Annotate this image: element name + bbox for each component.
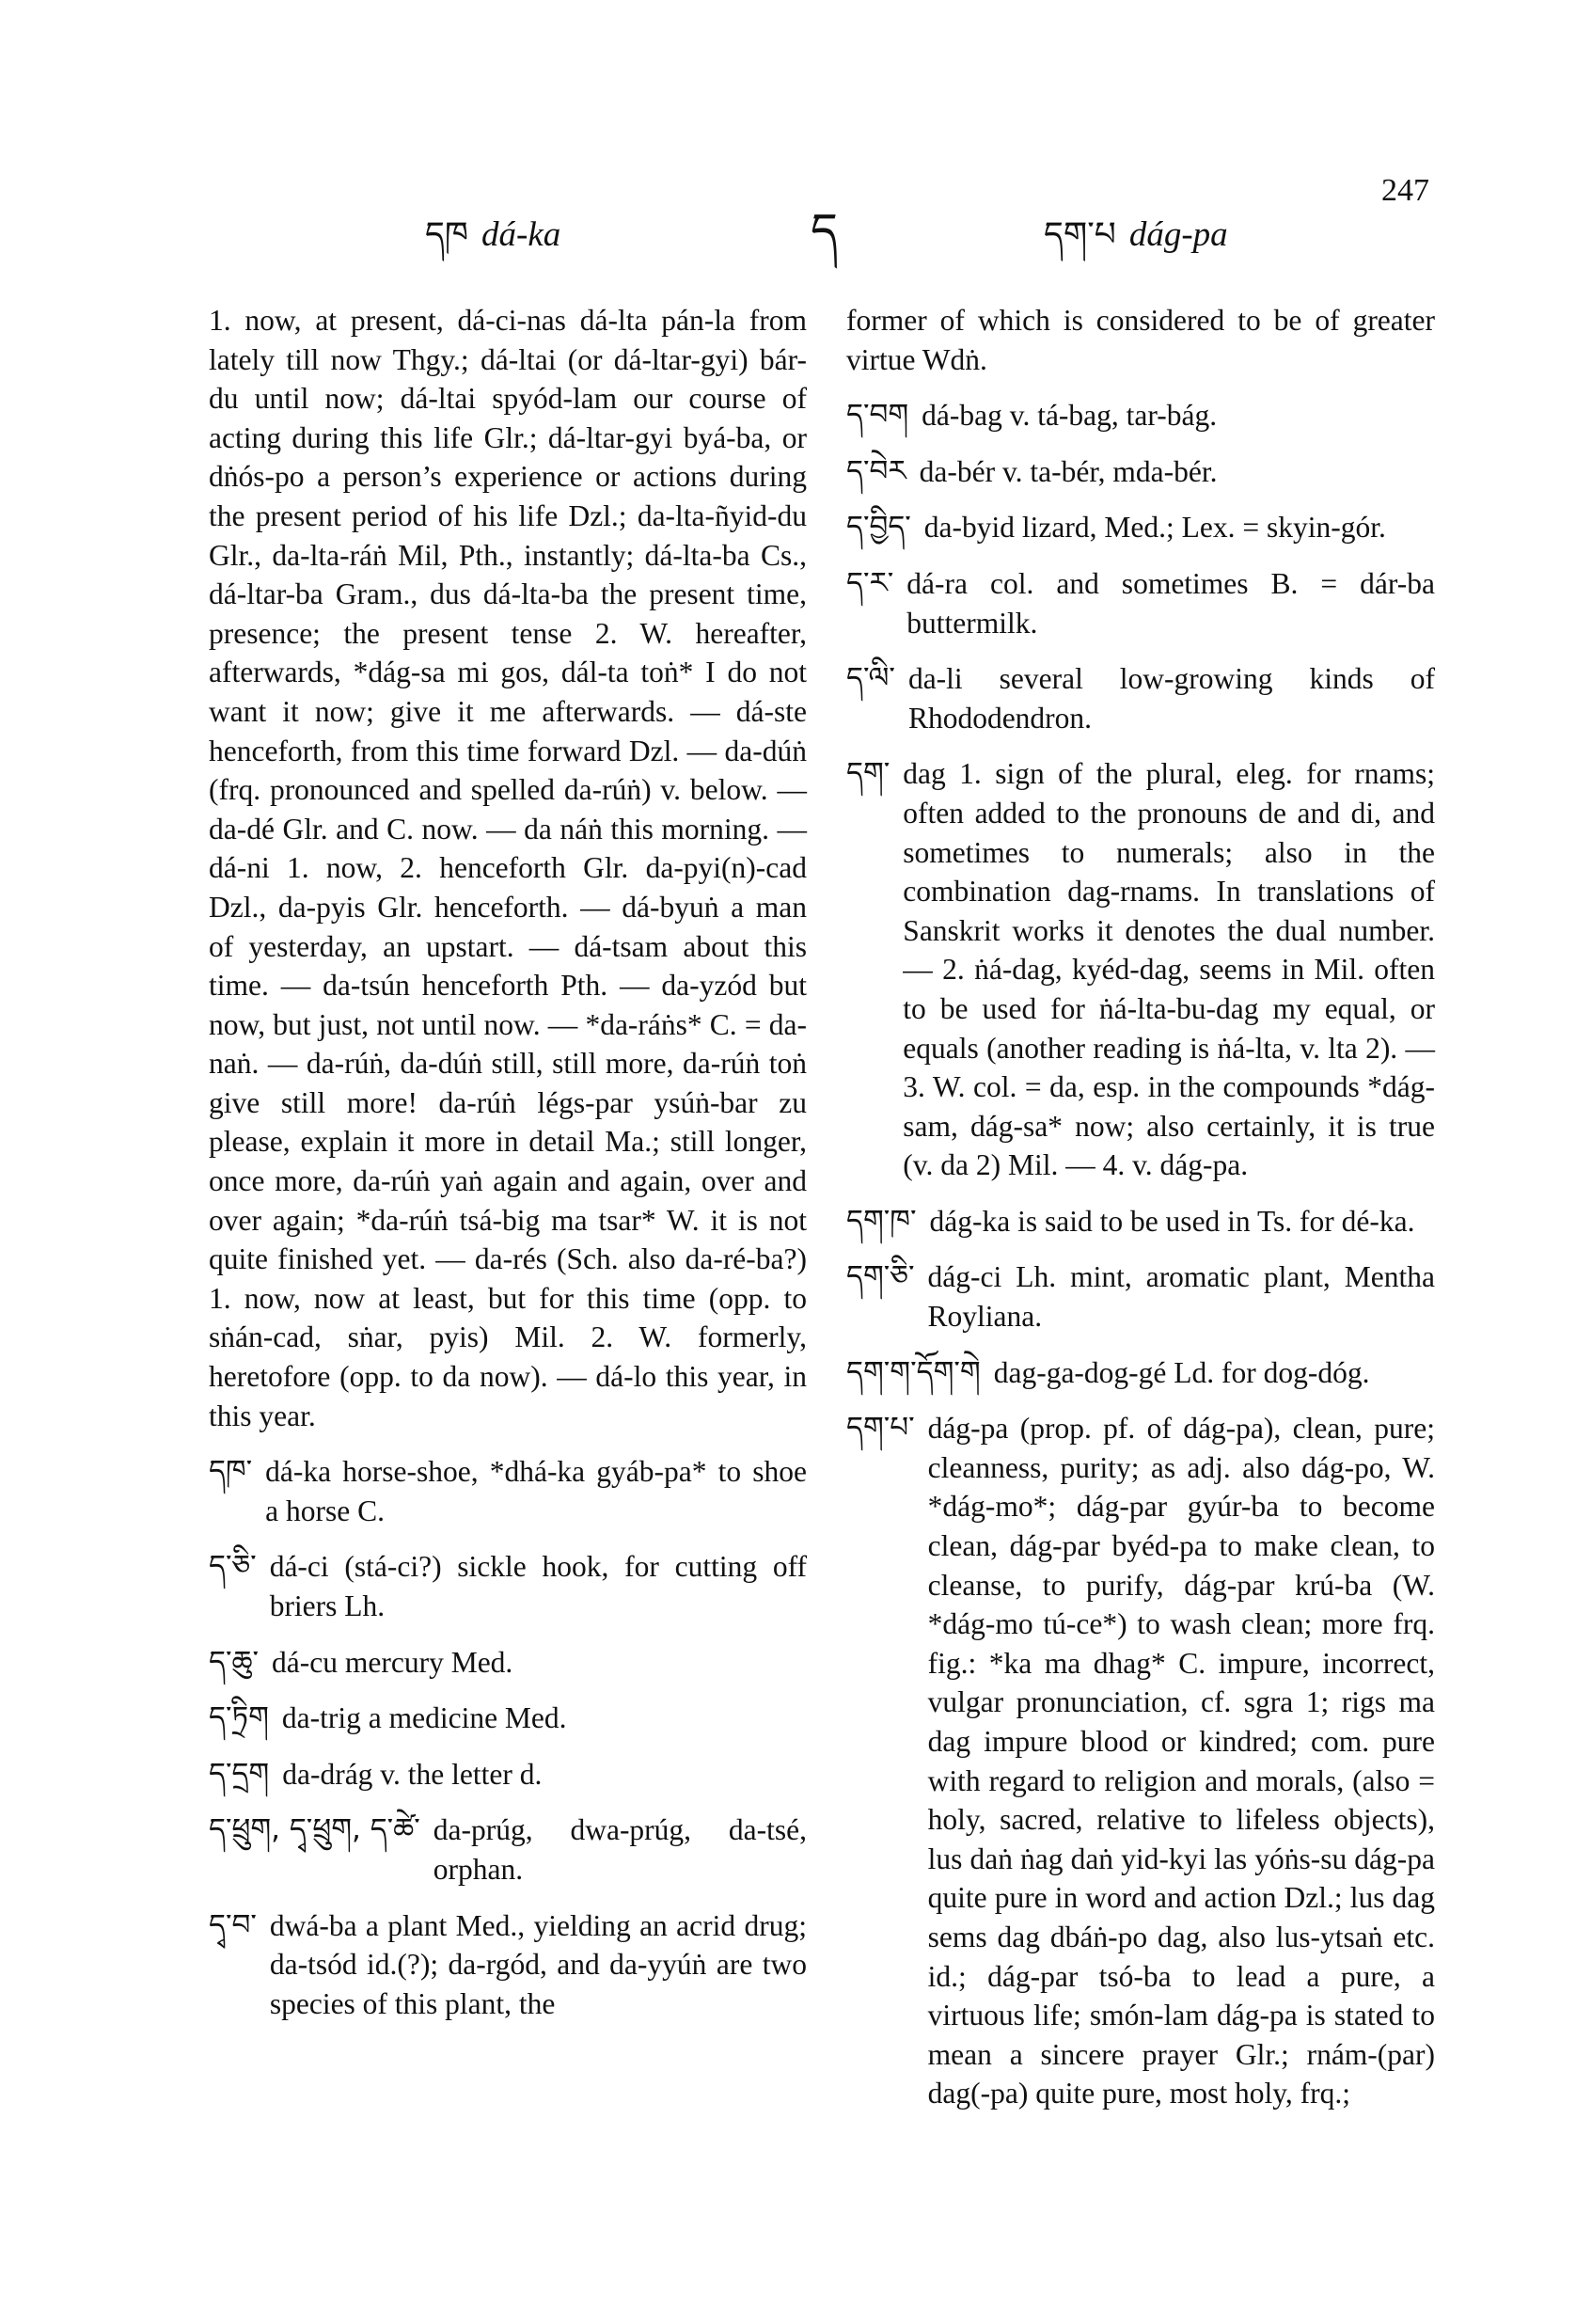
- entry-da-continuation: 1. now, at present, dá-ci-nas dá-lta pán-la from lately till now Thgy.; dá-ltai (or dá-ltar-gyi) bár-du until now; dá-ltai spyód-lam our course of acting during this life Glr.; dá-ltar-gyi byá-ba, or dṅós-po a person’s experience or actions during the present period of his life Dzl.; da-lta-ñyid-du Glr., da-lta-ráṅ Mil, Pth., instantly; dá-lta-ba Cs., dá-ltar-ba Gram., dus dá-lta-ba the present time, presence; the present tense 2. W. hereafter, afterwards, *dág-sa mi gos, dál-ta toṅ* I do not want it now; give it me afterwards. — dá-ste henceforth, from this time forward Dzl. — da-dúṅ (frq. pronounced and spelled da-rúṅ) v. below. — da-dé Glr. and C. now. — da náṅ this morning. — dá-ni 1. now, 2. henceforth Glr. da-pyi(n)-cad Dzl., da-pyis Glr. henceforth. — dá-byuṅ a man of yesterday, an upstart. — dá-tsam about this time. — da-tsún henceforth Pth. — da-yzód but now, but just, not until now. — *da-ráṅs* C. = da-naṅ. — da-rúṅ, da-dúṅ still, still more, da-rúṅ toṅ give still more! da-rúṅ légs-par ysúṅ-bar zu please, explain it more in detail Ma.; still longer, once more, da-rúṅ yaṅ again and again, over and over again; *da-rúṅ tsá-big ma tsar* W. it is not quite finished yet. — da-rés (Sch. also da-ré-ba?) 1. now, now at least, but for this time (opp. to sṅán-cad, sṅar, pyis) Mil. 2. W. formerly, heretofore (opp. to da now). — dá-lo this year, in this year.: [209, 304, 807, 1432]
- entry-text: dá-ka horse-shoe, *dhá-ka gyáb-pa* to shoe a horse C.: [265, 1455, 807, 1527]
- entry: [209, 1810, 807, 1889]
- entry: [209, 1906, 807, 2024]
- entry: [846, 1353, 1435, 1393]
- entry-text: dág-pa (prop. pf. of dág-pa), clean, pure; cleanness, purity; as adj. also dág-po, W. *dág-mo*; dág-par gyúr-ba to become clean, dág-par byéd-pa to make clean, to cleanse, to purify, dág-par krú-ba (W. *dág-mo tú-ce*) to wash clean; more frq. fig.: *ka ma dhag* C. impure, incorrect, vulgar pronunciation, cf. sgra 1; rigs ma dag impure blood or kindred; com. pure with regard to religion and morals, (also = holy, sacred, relative to lifeless objects), lus daṅ ṅag daṅ yid-kyi las yóṅs-su dág-pa quite pure in word and action Dzl.; lus dag sems dag dbáṅ-po dag, also lus-ytsaṅ etc. id.; dág-par tsó-ba to lead a pure, a virtuous life; smón-lam dág-pa is stated to mean a sincere prayer Glr.; rnám-(par) dag(-pa) quite pure, most holy, frq.;: [927, 1412, 1435, 2111]
- headword-tibetan: དྭ་བ་: [209, 1907, 257, 1942]
- entry-text: dag 1. sign of the plural, eleg. for rnams; often added to the pronouns de and di, and sometimes to numerals; also in the combination dag-rnams. In translations of Sanskrit works it denotes the dual number. — 2. ṅá-dag, kyéd-dag, seems in Mil. often to be used for ṅá-lta-bu-dag my equal, or equals (another reading is ṅá-lta, v. lta 2). — 3. W. col. = da, esp. in the compounds *dág-sam, dág-sa* now; also certainly, it is true (v. da 2) Mil. — 4. v. dág-pa.: [903, 757, 1435, 1182]
- left-column: [209, 301, 807, 2023]
- running-head-left: [425, 196, 560, 292]
- entry: [846, 396, 1435, 435]
- headword-tibetan: ད་ཅི་: [209, 1549, 257, 1584]
- entry: [209, 1547, 807, 1625]
- entry: [846, 754, 1435, 1185]
- headword-tibetan: ད་ཏྲིག: [209, 1700, 269, 1735]
- entry-text: da-trig a medicine Med.: [281, 1701, 567, 1735]
- entry-text: da-bér v. ta-bér, mda-bér.: [919, 454, 1218, 488]
- entry: [846, 508, 1435, 547]
- right-column: [846, 301, 1435, 2113]
- headword-tibetan: ད་བེར: [846, 453, 906, 488]
- entry: [209, 1699, 807, 1738]
- running-head-left-tibetan: དཁ: [425, 215, 469, 254]
- entry-text: da-byid lizard, Med.; Lex. = skyin-gór.: [923, 511, 1386, 545]
- headword-tibetan: དག་པ་: [846, 1411, 915, 1446]
- headword-tibetan: དག་ག་དོག་གེ: [846, 1354, 981, 1389]
- page-number: 247: [1381, 173, 1429, 208]
- entry-text: dag-ga-dog-gé Ld. for dog-dóg.: [993, 1355, 1370, 1389]
- entry-continuation: former of which is considered to be of greater virtue Wdṅ.: [846, 304, 1435, 376]
- entry: [846, 659, 1435, 737]
- entry-text: dá-ra col. and sometimes B. = dár-ba buttermilk.: [906, 566, 1435, 640]
- entry: [209, 1755, 807, 1794]
- headword-tibetan: དག་: [846, 756, 890, 791]
- entry: [846, 1257, 1435, 1336]
- entry-text: dág-ka is said to be used in Ts. for dé-ka.: [929, 1204, 1415, 1238]
- headword-tibetan: ད་ལི་: [846, 661, 895, 696]
- entry: [209, 1452, 807, 1530]
- headword-tibetan: ད་ཆུ་: [209, 1644, 260, 1679]
- running-head-right: [1044, 196, 1228, 292]
- entry-text: dá-cu mercury Med.: [272, 1645, 513, 1679]
- entry-text: da-prúg, dwa-prúg, da-tsé, orphan.: [433, 1813, 807, 1886]
- headword-tibetan: ད་ཕྲུག, དྭ་ཕྲུག, ད་ཚེ་: [209, 1812, 420, 1847]
- entry: [846, 564, 1435, 642]
- running-head-right-tibetan: དག་པ: [1044, 215, 1116, 254]
- headword-tibetan: དཁ་: [209, 1454, 253, 1489]
- running-head-left-word: dá-ka: [481, 215, 561, 254]
- running-head-right-word: dág-pa: [1128, 215, 1228, 254]
- entry-text: dá-ci (stá-ci?) sickle hook, for cutting off briers Lh.: [269, 1550, 807, 1622]
- entry: [846, 1202, 1435, 1241]
- headword-tibetan: དག་ཅི་: [846, 1259, 915, 1294]
- headword-tibetan: ད་བྱིད་: [846, 510, 911, 545]
- headword-tibetan: ད་ར་: [846, 565, 894, 600]
- entry-text: da-li several low-growing kinds of Rhododendron.: [907, 662, 1435, 735]
- entry: [846, 1409, 1435, 2113]
- entry-text: dwá-ba a plant Med., yielding an acrid drug; da-tsód id.(?); da-rgód, and da-yyúṅ are two species of this plant, the: [269, 1908, 807, 2020]
- headword-tibetan: ད་བག: [846, 398, 909, 433]
- headword-tibetan: ད་དྲག: [209, 1756, 270, 1791]
- entry: [209, 1643, 807, 1683]
- entry-text: da-drág v. the letter d.: [282, 1757, 543, 1791]
- section-letter: ད: [811, 203, 838, 258]
- headword-tibetan: དག་ཁ་: [846, 1203, 917, 1238]
- entry: [846, 452, 1435, 492]
- entry-text: dág-ci Lh. mint, aromatic plant, Mentha Royliana.: [927, 1260, 1435, 1334]
- entry-text: dá-bag v. tá-bag, tar-bág.: [922, 399, 1218, 433]
